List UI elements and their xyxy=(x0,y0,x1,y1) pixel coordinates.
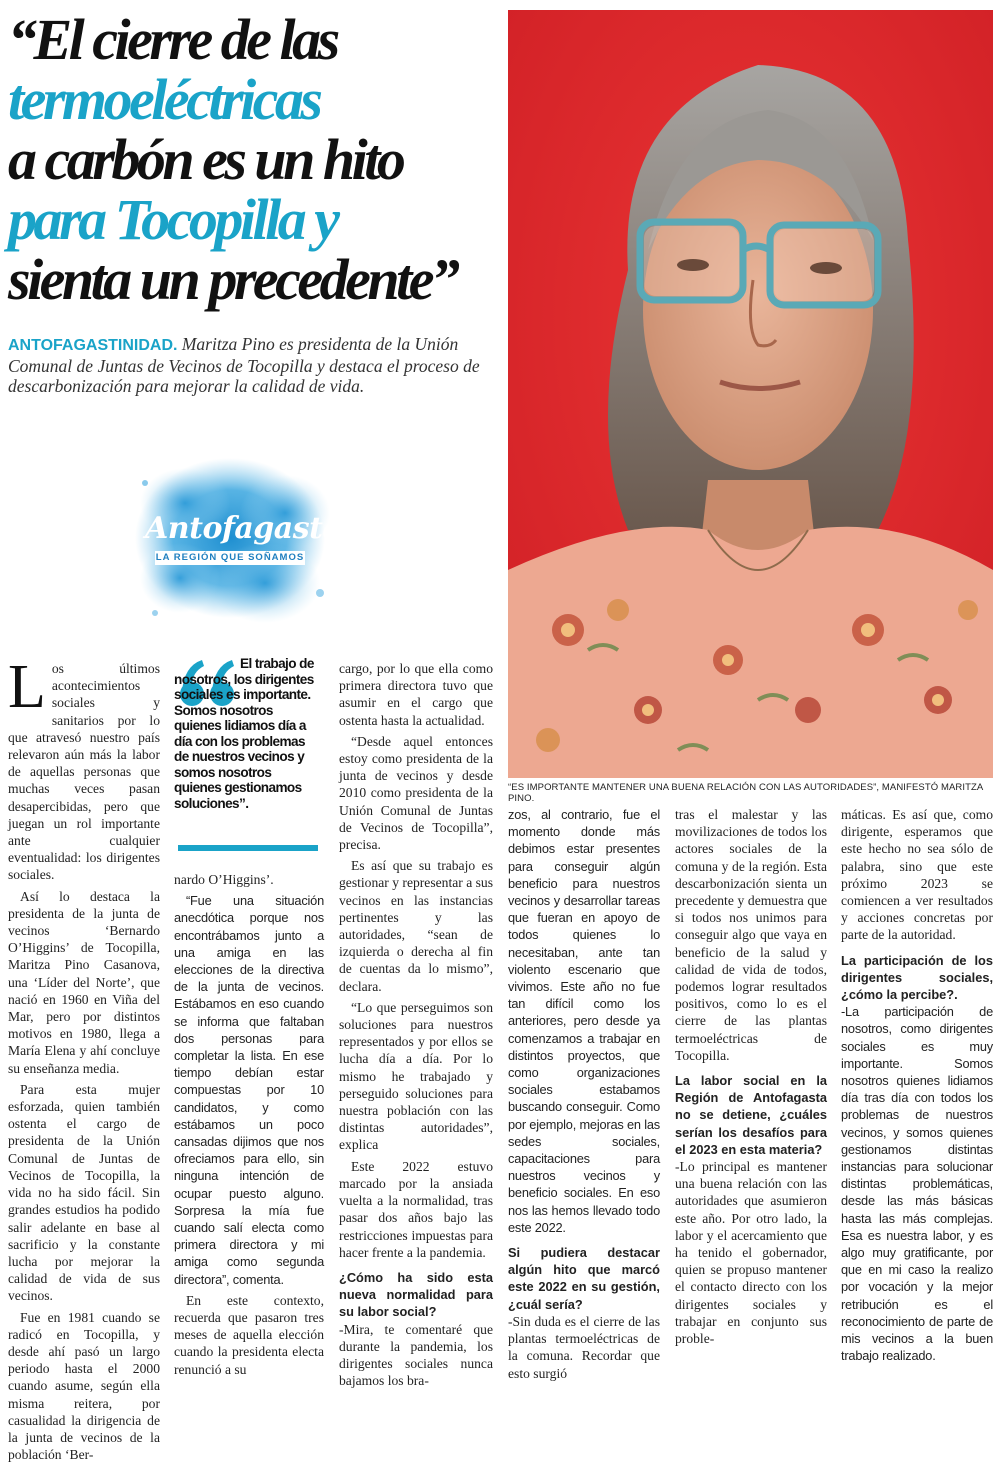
col5-question-1: La labor social en la Región de Antofagasta no se detiene, ¿cuáles serían los desafíos para el 2023 en esta materia? xyxy=(675,1073,827,1157)
col5-answer-1: -Lo principal es mantener una buena relación con las autoridades que asumieron este año. Por otro lado, la labor y el acercamiento que ha tenido el gobernador, quien se propuso mantener el contacto directo con los dirigentes sociales y trabajar en conjunto sus proble- xyxy=(675,1159,827,1347)
headline-line-3: a carbón es un hito xyxy=(8,127,403,192)
col6-paragraph-1: máticas. Es así que, como dirigente, esperamos que este hecho no sea sólo de palabra, sino que este próximo 2023 se comiencen a ver resultados y acciones concretas por parte de la autoridad. xyxy=(841,807,993,943)
col3-question-1: ¿Cómo ha sido esta nueva normalidad para su labor social? xyxy=(339,1269,493,1320)
logo-subtitle: LA REGIÓN QUE SOÑAMOS xyxy=(155,552,305,563)
headline xyxy=(8,7,503,312)
pull-quote xyxy=(174,656,320,851)
lead-paragraph xyxy=(8,334,498,396)
col3-answer-1: -Mira, te comentaré que durante la pandemia, los dirigentes sociales nunca bajamos los bra- xyxy=(339,1321,493,1389)
lead-text: Maritza Pino es presidenta de la Unión Comunal de Juntas de Vecinos de Tocopilla y destaca el proceso de descarbonización para mejorar la calidad de vida. xyxy=(8,334,480,396)
col1-paragraph-4: Fue en 1981 cuando se radicó en Tocopilla, y desde ahí pasó un largo periodo hasta el 2000 cuando asume, según ella misma reitera, por casualidad la dirigencia de la junta de vecinos de la población ‘Ber- xyxy=(8,1309,160,1463)
col3-paragraph-4: “Lo que perseguimos son soluciones para nuestros representados y por ellos se lucha día a día. Por lo mismo he trabajado y perseguido soluciones para nuestra población con las distintas autoridades”, explica xyxy=(339,999,493,1153)
col6-answer-1: -La participación de nosotros, como dirigentes sociales es muy importante. Somos nosotros quienes lidiamos día tras día con todos los problemas de nuestros vecinos, y somos quienes gestionamos distintas instancias para solucionar distintas problemáticas, desde las más básicas hasta las más complejas. Esa es nuestra labor, y es algo muy gratificante, por que en mi caso la realizo por vocación y la mejor retribución es el reconocimiento de parte de mis vecinos a la buen trabajo realizado. xyxy=(841,1004,993,1364)
article-column-3 xyxy=(339,660,493,1389)
headline-line-1: “El cierre de las xyxy=(8,7,337,72)
lead-kicker: ANTOFAGASTINIDAD. xyxy=(8,337,178,354)
headline-line-4: para Tocopilla y xyxy=(8,187,337,252)
col4-answer-1: -Sin duda es el cierre de las plantas termoeléctricas de la comuna. Recordar que esto surgió xyxy=(508,1313,660,1381)
portrait-image xyxy=(508,10,993,778)
portrait-photo xyxy=(508,10,993,778)
col1-paragraph-2: Así lo destaca la presidenta de la junta de vecinos ‘Bernardo O’Higgins’ de Tocopilla, Maritza Pino Casanova, una ‘Líder del Norte’, que nació en 1960 en Viña del Mar, pero por distintos motivos en 1980, llega a María Elena y ahí concluye su enseñanza media. xyxy=(8,888,160,1076)
col2-paragraph-3: En este contexto, recuerda que pasaron tres meses de aquella elección cuando la presidenta electa renunció a su xyxy=(174,1292,324,1377)
col5-paragraph-1: tras el malestar y las movilizaciones de todos los actores sociales de la comuna y de la región. Esta descarbonización sienta un precedente y demuestra que si todos nos unimos para conseguir algo que vaya en beneficio de la salud y calidad de vida de todos, podemos lograr resultados positivos, como lo es el cierre de las plantas termoeléctricas de Tocopilla. xyxy=(675,807,827,1063)
article-column-6 xyxy=(841,806,993,1365)
col3-paragraph-5: Este 2022 estuvo marcado por la ansiada vuelta a la normalidad, tras pasar dos años bajo las restricciones impuestas para hacer frente a la pandemia. xyxy=(339,1158,493,1260)
col3-paragraph-2: “Desde aquel entonces estoy como presidenta de la junta de vecinos y desde 2010 como presidenta de la Unión Comunal de Juntas de Vecinos de Tocopilla”, precisa. xyxy=(339,733,493,853)
col6-question-1: La participación de los dirigentes sociales, ¿cómo la percibe?. xyxy=(841,952,993,1003)
col3-paragraph-1: cargo, por lo que ella como primera directora tuvo que asumir en el cargo que ostenta hasta la actualidad. xyxy=(339,661,493,728)
article-column-1 xyxy=(8,653,160,1463)
dropcap: L xyxy=(8,653,46,721)
headline-line-5: sienta un precedente” xyxy=(8,247,457,312)
col3-paragraph-3: Es así que su trabajo es gestionar y representar a sus vecinos en las instancias pertinentes y las autoridades, “sean de izquierda o derecha al fin de cuentas da lo mismo”, declara. xyxy=(339,858,494,994)
antofagasta-logo xyxy=(125,443,340,633)
headline-line-2: termoeléctricas xyxy=(8,67,320,132)
photo-caption: “ES IMPORTANTE MANTENER UNA BUENA RELACIÓN CON LAS AUTORIDADES”, MANIFESTÓ MARITZA PINO. xyxy=(508,782,983,804)
logo-title: Antofagasta xyxy=(145,511,342,546)
article-column-4 xyxy=(508,806,660,1382)
col4-paragraph-1: zos, al contrario, fue el momento donde más debimos estar presentes para conseguir algún beneficio para nuestros vecinos y desarrollar tareas que fueran en apoyo de todos quienes lo necesitaban, ante tan violento escenario que vivimos. Este año no fue tan difícil como los anteriores, pero desde ya comenzamos a trabajar en distintos proyectos, que como organizaciones sociales estabamos buscando conseguir. Como por ejemplo, mejoras en las sedes sociales, capacitaciones para nuestros vecinos y beneficio sociales. En eso nos las hemos llevado todo este 2022. xyxy=(508,807,660,1235)
pull-quote-bar xyxy=(178,845,318,851)
pull-quote-text: El trabajo de nosotros, los dirigentes sociales es importante. Somos nosotros quienes lidiamos día a día con los problemas de nuestros vecinos y somos nosotros quienes gestionamos soluciones”. xyxy=(174,656,314,811)
col4-question-1: Si pudiera destacar algún hito que marcó este 2022 en su gestión, ¿cuál sería? xyxy=(508,1245,660,1312)
col2-paragraph-2: “Fue una situación anecdótica porque nos encontrábamos junto a una amiga en las elecciones de la directiva de la junta de vecinos. Estábamos en eso cuando se informa que faltaban dos personas para completar la lista. En ese tiempo debían estar compuestas por 10 candidatos, y como estábamos un poco cansadas dijimos que nos ofreciamos para ello, sin ninguna intención de ocupar puesto alguno. Sorpresa la mía fue cuando salí electa como primera directora y mi amiga como segunda directora”, comenta. xyxy=(174,893,324,1287)
col1-paragraph-1: os últimos acontecimientos sociales y sanitarios por lo que atravesó nuestro país relevaron aún más la labor de aquellas personas que muchas veces pasan desapercibidas, pero que juegan un rol importante ante cualquier eventualidad: los dirigentes sociales. xyxy=(8,661,160,883)
article-column-5 xyxy=(675,806,827,1347)
col2-paragraph-1: nardo O’Higgins’. xyxy=(174,872,274,887)
col1-paragraph-3: Para esta mujer esforzada, quien también ostenta el cargo de presidenta de la Unión Comunal de Juntas de Vecinos de Tocopilla, la vida no ha sido fácil. Sin grandes estudios ha podido salir adelante en base al sacrificio y la constante lucha por mejorar la calidad de vida de sus vecinos. xyxy=(8,1081,160,1304)
article-column-2 xyxy=(174,871,324,1378)
